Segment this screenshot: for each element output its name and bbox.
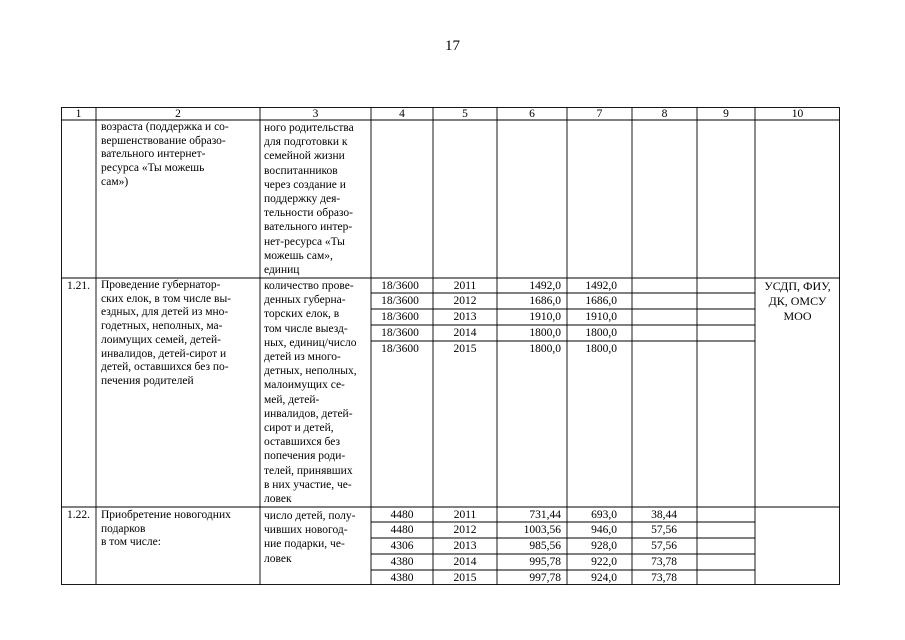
target-value: 18/3600	[381, 327, 419, 339]
column-header-10: 10	[791, 108, 804, 120]
total-value: 1492,0	[529, 280, 561, 292]
other-value: 57,56	[651, 540, 677, 552]
column-header-2: 2	[175, 108, 181, 120]
budget-value: 924,0	[591, 572, 617, 584]
budget-value: 922,0	[591, 556, 617, 568]
year-value: 2013	[453, 311, 477, 323]
year-value: 2013	[453, 540, 477, 552]
row-indicator: количество прове- денных губерна- торских елок, в том числе выезд- ных, единиц/число детей из много- детных, неполных, малоимущих се- мей, детей- инвалидов, детей- сирот и детей, оставшихся без попечения роди- телей, принявших в них участие, че- ловек	[264, 280, 357, 506]
budget-value: 1800,0	[585, 327, 617, 339]
other-value: 57,56	[651, 524, 677, 536]
page-number: 17	[445, 38, 460, 54]
year-value: 2012	[453, 295, 477, 307]
target-value: 18/3600	[381, 295, 419, 307]
total-value: 1800,0	[529, 327, 561, 339]
total-value: 995,78	[529, 556, 561, 568]
target-value: 4380	[390, 572, 414, 584]
column-header-5: 5	[462, 108, 468, 120]
year-value: 2015	[453, 343, 477, 355]
column-header-1: 1	[75, 108, 82, 120]
budget-value: 1686,0	[585, 295, 617, 307]
column-header-7: 7	[596, 108, 603, 120]
target-value: 4380	[390, 556, 414, 568]
column-header-8: 8	[661, 108, 668, 120]
other-value: 38,44	[651, 509, 677, 521]
row-executors: УСДП, ФИУ, ДК, ОМСУ МОО	[764, 279, 831, 323]
column-header-6: 6	[529, 108, 535, 120]
continued-row-description: возраста (поддержка и со- вершенствование образо- вательного интернет- ресурса «Ты можешь сам»)	[101, 121, 229, 188]
continued-row-indicator: ного родительства для подготовки к семейной жизни воспитанников через создание и поддержку дея- тельности образо- вательного интер- нет-ресурса «Ты можешь сам», единиц	[264, 122, 354, 277]
target-value: 4480	[390, 509, 414, 521]
budget-value: 693,0	[591, 509, 617, 521]
row-description: Приобретение новогодних подарков в том числе:	[101, 509, 231, 549]
budget-value: 946,0	[591, 524, 617, 536]
budget-value: 928,0	[591, 540, 617, 552]
budget-value: 1492,0	[585, 280, 617, 292]
total-value: 985,56	[529, 540, 561, 552]
column-header-9: 9	[723, 108, 729, 120]
row-indicator: число детей, полу- чивших новогод- ние подарки, че- ловек	[264, 510, 356, 565]
total-value: 997,78	[529, 572, 561, 584]
program-table	[61, 107, 840, 585]
budget-value: 1910,0	[585, 311, 617, 323]
year-value: 2014	[453, 327, 477, 339]
other-value: 73,78	[651, 572, 677, 584]
total-value: 1910,0	[529, 311, 561, 323]
row-description: Проведение губернатор- ских елок, в том числе вы- ездных, для детей из мно- годетных, неполных, ма- лоимущих семей, детей- инвалидов, детей-сирот и детей, оставшихся без по- печения родителей	[101, 279, 232, 387]
target-value: 4480	[390, 524, 414, 536]
total-value: 731,44	[529, 509, 561, 521]
row-number: 1.22.	[67, 509, 90, 521]
total-value: 1686,0	[529, 295, 561, 307]
other-value: 73,78	[651, 556, 677, 568]
year-value: 2011	[453, 509, 477, 521]
row-number: 1.21.	[67, 280, 90, 292]
year-value: 2015	[453, 572, 477, 584]
target-value: 18/3600	[381, 343, 419, 355]
target-value: 4306	[390, 540, 414, 552]
column-header-3: 3	[312, 108, 319, 120]
total-value: 1800,0	[529, 343, 561, 355]
target-value: 18/3600	[381, 280, 419, 292]
target-value: 18/3600	[381, 311, 419, 323]
column-header-4: 4	[399, 108, 405, 120]
year-value: 2011	[453, 280, 477, 292]
total-value: 1003,56	[523, 524, 561, 536]
year-value: 2012	[453, 524, 477, 536]
budget-value: 1800,0	[585, 343, 617, 355]
year-value: 2014	[453, 556, 477, 568]
